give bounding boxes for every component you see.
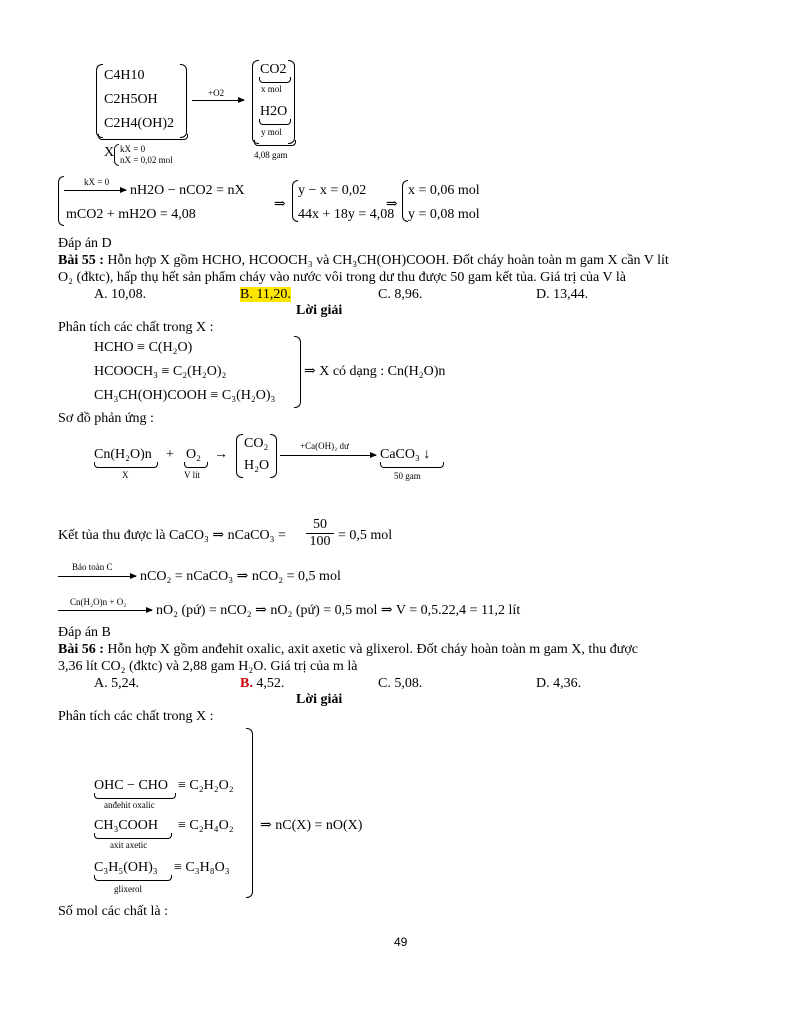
bai56-opt-a[interactable]: A. 5,24. [94,676,140,691]
sys-res-1: x = 0,06 mol [408,183,480,198]
frac-num: 50 [313,517,327,532]
bai56-opt-b-letter: B. [240,676,253,691]
x-cond-2: nX = 0,02 mol [120,155,173,165]
h2o-underbrace [259,119,291,125]
bai55-opt-c[interactable]: C. 8,96. [378,287,423,302]
bai55-sodo: Sơ đồ phản ứng : [58,411,154,426]
bai56-opt-c[interactable]: C. 5,08. [378,676,423,691]
bai55-plus: + [166,447,174,462]
bai56-opt-d[interactable]: D. 4,36. [536,676,582,691]
bai55-bt-text: nCO₂ = nCaCO₃ ⇒ nCO₂ = 0,5 mol [140,569,341,584]
bai55-p-arrow [58,610,152,611]
h2o: H2O [260,104,288,119]
x-item-1: C4H10 [104,68,145,83]
arrow-label: +O2 [208,88,225,98]
bai56-c1: OHC − CHO [94,778,169,793]
bai56-c2-eq: ≡ C₂H₄O₂ [178,818,234,833]
bai55-r-x-label: X [122,470,129,480]
bai55-eq1: HCHO ≡ C(H₂O) [94,340,193,355]
bai56-brace [246,728,253,898]
bai55-r-o2: O₂ [186,447,201,462]
sys-mid-2: 44x + 18y = 4,08 [298,207,395,222]
bai55-kettua: Kết tủa thu được là CaCO₃ ⇒ nCaCO₃ = [58,528,286,543]
answer-top: Đáp án D [58,236,112,251]
brace-left [96,64,103,138]
bai55-r-o2-label: V lít [184,470,201,480]
bai56-result: ⇒ nC(X) = nO(X) [260,818,363,833]
bai56-c2-label: axit axetic [110,840,148,850]
frac-den: 100 [306,533,334,550]
bai55-opt-a[interactable]: A. 10,08. [94,287,147,302]
sys-res-2: y = 0,08 mol [408,207,480,222]
bai56-c3-ub [94,875,172,881]
bai55-r-caco3: CaCO₃ ↓ [380,447,431,462]
bai55-r-x: Cn(H₂O)n [94,447,152,462]
prod-brace-left [252,60,259,144]
bai56-text1: Hỗn hợp X gồm anđehit oxalic, axit axetic và glixerol. Đốt cháy hoàn toàn m gam X, thu được [107,642,638,657]
co2-underbrace [259,77,291,83]
co2-mol: x mol [261,84,282,94]
bai56-opt-b-val: 4,52. [252,676,285,691]
x-item-2: C2H5OH [104,92,158,107]
bai56-c2-ub [94,833,172,839]
mass-label: 4,08 gam [254,150,288,160]
bai55-text2: O₂ (đktc), hấp thụ hết sản phẩm cháy vào nước vôi trong dư thu được 50 gam kết tủa. Giá trị của V là [58,270,626,285]
page-number: 49 [394,935,408,949]
mass-underbrace [254,140,296,146]
bai56-c1-ub [94,793,176,799]
bai55-r-h2o: H₂O [244,458,270,473]
h2o-mol: y mol [261,127,282,137]
bai55-frac-res: = 0,5 mol [338,528,393,543]
bai55-r-caco3-ub [380,462,444,468]
sys-mid-1: y − x = 0,02 [298,183,367,198]
bai56-somol: Số mol các chất là : [58,904,169,919]
implies-1: ⇒ [274,197,286,212]
bai56-phantich: Phân tích các chất trong X : [58,709,214,724]
x-label: X [104,145,115,160]
bai56-c2: CH₃COOH [94,818,158,833]
bai55-r-caco3-label: 50 gam [394,471,421,481]
bai55-opt-b[interactable]: B. 11,20. [240,287,291,302]
bai55-fraction [306,517,334,550]
bai55-phantich: Phân tích các chất trong X : [58,320,214,335]
sys-arrow [64,190,126,191]
bai55-r-arrow-label: +Ca(OH)₂ dư [300,441,349,451]
sys-arrow-label: kX = 0 [84,177,110,187]
bai55-title: Bài 55 : [58,253,104,268]
bai56-opt-b[interactable] [240,676,284,692]
prod-brace-right [288,60,295,144]
bai56-c3: C₃H₅(OH)₃ [94,860,158,875]
bai55-prod-brace-r [270,434,277,478]
bai55-answer: Đáp án B [58,625,111,640]
x-cond-1: kX = 0 [120,144,146,154]
sys-line-2: mCO2 + mH2O = 4,08 [66,207,196,222]
bai55-r-x-ub [94,462,158,468]
cond-brace [114,144,119,166]
sys-line-1: nH2O − nCO2 = nX [130,183,245,198]
bai55-r-co2: CO₂ [244,436,269,451]
bai55-r-arrow [280,455,376,456]
bai56-loigiai: Lời giải [296,692,343,707]
x-underbrace [98,134,188,140]
bai56-c3-eq: ≡ C₃H₈O₃ [174,860,230,875]
bai55-p-label: Cn(H₂O)n + O₂ [70,597,127,607]
bai55-p-text: nO₂ (pứ) = nCO₂ ⇒ nO₂ (pứ) = 0,5 mol ⇒ V = 0,5.22,4 = 11,2 lít [156,603,521,618]
bai56-title: Bài 56 : [58,642,104,657]
co2: CO2 [260,62,287,77]
bai56-c3-label: glixerol [114,884,142,894]
bai55-bt-arrow [58,576,136,577]
x-item-3: C2H4(OH)2 [104,116,174,131]
bai56-c1-label: anđehit oxalic [104,800,155,810]
reaction-arrow [192,100,244,101]
bai55-bt-label: Bảo toàn C [72,562,113,572]
bai55-arrow1: → [214,447,228,462]
bai55-eq-brace [294,336,301,408]
bai55-opt-d[interactable]: D. 13,44. [536,287,589,302]
bai55-r-o2-ub [184,462,208,468]
bai55-loigiai: Lời giải [296,303,343,318]
bai55-text1: Hỗn hợp X gồm HCHO, HCOOCH₃ và CH₃CH(OH)COOH. Đốt cháy hoàn toàn m gam X cần V lít [107,253,669,268]
bai56-text2: 3,36 lít CO₂ (đktc) và 2,88 gam H₂O. Giá trị của m là [58,659,358,674]
bai56-c1-eq: ≡ C₂H₂O₂ [178,778,234,793]
sys-brace-1 [58,176,64,226]
bai55-eq-result: ⇒ X có dạng : Cn(H₂O)n [304,364,446,379]
bai55-prod-brace-l [236,434,243,478]
implies-2: ⇒ [386,197,398,212]
bai55-eq2: HCOOCH₃ ≡ C₂(H₂O)₂ [94,364,227,379]
bai55-eq3: CH₃CH(OH)COOH ≡ C₃(H₂O)₃ [94,388,276,403]
brace-right [180,64,187,138]
